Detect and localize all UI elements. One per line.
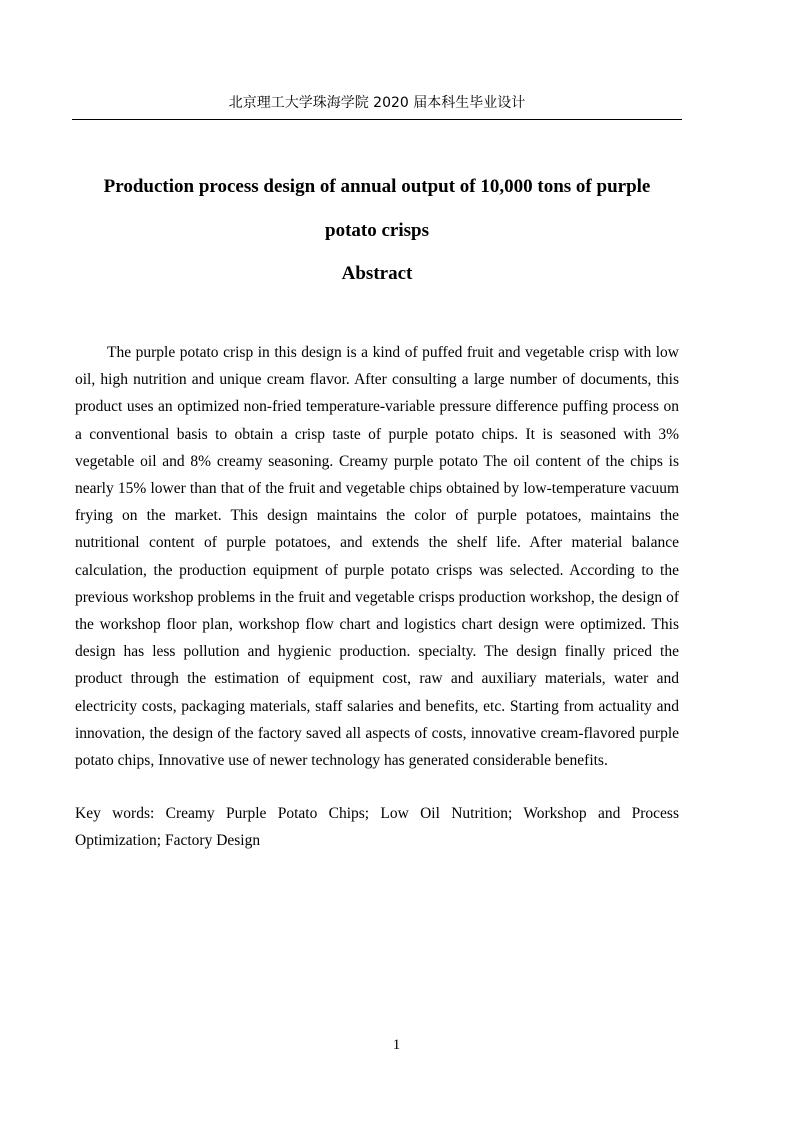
header-divider [72, 119, 682, 120]
abstract-body: The purple potato crisp in this design is a kind of puffed fruit and vegetable crisp with low oil, high nutrition and unique cream flavor. After consulting a large number of documents, this product uses an optimized non-fried temperature-variable pressure difference puffing process on a conventional basis to obtain a crisp taste of purple potato chips. It is seasoned with 3% vegetable oil and 8% creamy seasoning. Creamy purple potato The oil content of the chips is nearly 15% lower than that of the fruit and vegetable chips obtained by low-temperature vacuum frying on the market. This design maintains the color of purple potatoes, maintains the nutritional content of purple potatoes, and extends the shelf life. After material balance calculation, the production equipment of purple potato crisps was selected. According to the previous workshop problems in the fruit and vegetable crisps production workshop, the design of the workshop floor plan, workshop flow chart and logistics chart design were optimized. This design has less pollution and hygienic production. specialty. The design finally priced the product through the estimation of equipment cost, raw and auxiliary materials, water and electricity costs, packaging materials, staff salaries and benefits, etc. Starting from actuality and innovation, the design of the factory saved all aspects of costs, innovative cream-flavored purple potato chips, Innovative use of newer technology has generated considerable benefits. [75, 344, 679, 770]
thesis-title-line-1: Production process design of annual output of 10,000 tons of purple [103, 176, 651, 197]
keywords: Key words: Creamy Purple Potato Chips; Low Oil Nutrition; Workshop and Process Optimization; Factory Design [75, 805, 679, 850]
thesis-title-line-2: potato crisps [325, 220, 429, 241]
page-header: 北京理工大学珠海学院 2020 届本科生毕业设计 [228, 95, 526, 111]
abstract-heading: Abstract [341, 263, 413, 284]
page-number: 1 [392, 1037, 401, 1053]
